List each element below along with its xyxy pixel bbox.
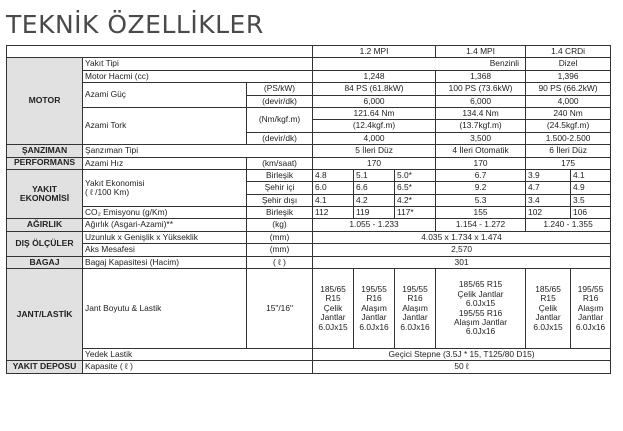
col-header-2: 1.4 MPI xyxy=(436,46,526,58)
tire-spec-3 xyxy=(395,269,436,349)
cell: 4.1 xyxy=(571,169,611,181)
row-yedek xyxy=(7,349,611,361)
tire-spec-2 xyxy=(354,269,395,349)
tire-line: 6.0Jx16 xyxy=(575,321,606,332)
cell: 5.1 xyxy=(354,169,395,181)
tire-line: 6.0Jx16 xyxy=(400,321,430,332)
value-tork-3-line1: 240 Nm xyxy=(553,107,583,118)
cell: 4.7 xyxy=(526,182,571,194)
cell: 6.6 xyxy=(354,182,395,194)
tire-line: Alaşım Jantlar xyxy=(454,316,508,327)
unit-agirlik: (kg) xyxy=(247,219,313,231)
category-yakit-line2: EKONOMİSİ xyxy=(19,193,70,204)
row-guc-1 xyxy=(7,83,611,95)
value-tork-1 xyxy=(313,107,436,119)
label-agirlik: Ağırlık (Asgari-Azami)** xyxy=(83,219,247,231)
unit-sehir-disi: Şehir dışı xyxy=(247,194,313,206)
label-bagaj: Bagaj Kapasitesi (Hacim) xyxy=(83,256,247,268)
cell: 9.2 xyxy=(436,182,526,194)
header-row xyxy=(7,46,611,58)
cell: 4.2* xyxy=(395,194,436,206)
value-bagaj: 301 xyxy=(313,256,611,268)
tire-line: 6.0Jx15 xyxy=(318,321,348,332)
category-motor: MOTOR xyxy=(7,58,83,145)
value-tork-3-line2: (24.5kgf.m) xyxy=(546,120,590,131)
value-hiz-3: 175 xyxy=(526,157,611,169)
value-yedek: Geçici Stepne (3.5J * 15, T125/80 D15) xyxy=(313,349,611,361)
tire-line: Jantlar xyxy=(320,312,346,323)
cell: 6.7 xyxy=(436,169,526,181)
value-sanziman-3: 6 İleri Düz xyxy=(526,145,611,157)
tire-line: Çelik Jantlar xyxy=(457,288,504,299)
row-aks xyxy=(7,244,611,256)
col-header-1: 1.2 MPI xyxy=(313,46,436,58)
tire-line: 185/65 xyxy=(320,284,346,295)
value-tork-3b xyxy=(526,120,611,132)
unit-olcu: (mm) xyxy=(247,231,313,243)
tire-line: Alaşım xyxy=(402,302,428,313)
value-tork-2-line2: (13.7kgf.m) xyxy=(459,120,502,131)
label-motor-hacmi: Motor Hacmi (cc) xyxy=(83,70,313,82)
value-depo: 50 ℓ xyxy=(313,361,611,373)
tire-line: 6.0Jx15 xyxy=(533,321,563,332)
label-jant: Jant Boyutu & Lastik xyxy=(83,269,247,349)
tire-spec-5 xyxy=(526,269,571,349)
unit-guc-2: (devir/dk) xyxy=(247,95,313,107)
col-header-3: 1.4 CRDi xyxy=(526,46,611,58)
value-hiz-2: 170 xyxy=(436,157,526,169)
label-depo: Kapasite ( ℓ ) xyxy=(83,361,313,373)
unit-tork-1: (Nm/kgf.m) xyxy=(247,107,313,132)
value-guc-3: 90 PS (66.2kW) xyxy=(526,83,611,95)
row-yakit-tipi xyxy=(7,58,611,70)
tire-line: 185/65 R15 xyxy=(458,279,503,290)
cell: 6.0 xyxy=(313,182,354,194)
header-blank xyxy=(7,46,313,58)
tire-line: 195/55 xyxy=(361,284,387,295)
value-guc-devir-2: 6,000 xyxy=(436,95,526,107)
row-motor-hacmi xyxy=(7,70,611,82)
cell: 119 xyxy=(354,207,395,219)
category-agirlik: AĞIRLIK xyxy=(7,219,83,231)
category-yakit-deposu: YAKIT DEPOSU xyxy=(7,361,83,373)
value-dizel: Dizel xyxy=(526,58,611,70)
cell: 4.1 xyxy=(313,194,354,206)
value-hiz-1: 170 xyxy=(313,157,436,169)
tire-line: 185/65 xyxy=(535,284,561,295)
cell: 3.4 xyxy=(526,194,571,206)
value-agirlik-1: 1.055 - 1.233 xyxy=(313,219,436,231)
unit-tork-2: (devir/dk) xyxy=(247,132,313,144)
unit-aks: (mm) xyxy=(247,244,313,256)
label-sanziman: Şanzıman Tipi xyxy=(83,145,313,157)
category-sanziman: ŞANZIMAN xyxy=(7,145,83,157)
value-hacim-2: 1,368 xyxy=(436,70,526,82)
row-hiz xyxy=(7,157,611,169)
value-tork-2 xyxy=(436,107,526,119)
tire-line: R16 xyxy=(366,293,382,304)
tire-line: 6.0Jx16 xyxy=(359,321,389,332)
value-hacim-1: 1,248 xyxy=(313,70,436,82)
cell: 106 xyxy=(571,207,611,219)
label-yakit-ekonomi xyxy=(83,169,247,206)
cell: 112 xyxy=(313,207,354,219)
cell: 4.2 xyxy=(354,194,395,206)
category-jant: JANT/LASTİK xyxy=(7,269,83,361)
tire-line: Alaşım xyxy=(577,302,604,313)
label-guc: Azami Güç xyxy=(83,83,247,108)
tire-line: R15 xyxy=(325,293,341,304)
page-title: TEKNİK ÖZELLİKLER xyxy=(6,10,264,39)
value-sanziman-1: 5 İleri Düz xyxy=(313,145,436,157)
row-agirlik xyxy=(7,219,611,231)
value-sanziman-2: 4 İleri Otomatik xyxy=(436,145,526,157)
label-co2: CO₂ Emisyonu (g/Km) xyxy=(83,207,247,219)
value-tork-2b xyxy=(436,120,526,132)
category-yakit xyxy=(7,169,83,219)
tire-line: 6.0Jx15 xyxy=(465,298,496,309)
tire-line: 195/55 R16 xyxy=(458,307,503,318)
tire-spec-1 xyxy=(313,269,354,349)
cell: 102 xyxy=(526,207,571,219)
category-dis-olculer: DIŞ ÖLÇÜLER xyxy=(7,231,83,256)
tire-line: 195/55 xyxy=(577,284,604,295)
tire-line: R15 xyxy=(540,293,556,304)
row-jant xyxy=(7,269,611,349)
value-tork-devir-3: 1.500-2.500 xyxy=(526,132,611,144)
tire-line: R16 xyxy=(582,293,599,304)
tire-line: Jantlar xyxy=(361,312,387,323)
label-aks: Aks Mesafesi xyxy=(83,244,247,256)
cell: 6.5* xyxy=(395,182,436,194)
value-tork-3 xyxy=(526,107,611,119)
unit-guc-1: (PS/kW) xyxy=(247,83,313,95)
row-tork-1 xyxy=(7,107,611,119)
row-depo xyxy=(7,361,611,373)
row-co2 xyxy=(7,207,611,219)
cell: 4.9 xyxy=(571,182,611,194)
label-hiz: Azami Hız xyxy=(83,157,247,169)
cell: 117* xyxy=(395,207,436,219)
tire-spec-4 xyxy=(436,269,526,349)
tire-line: R16 xyxy=(407,293,423,304)
row-sanziman xyxy=(7,145,611,157)
cell: 155 xyxy=(436,207,526,219)
category-bagaj: BAGAJ xyxy=(7,256,83,268)
value-guc-2: 100 PS (73.6kW) xyxy=(436,83,526,95)
value-tork-1-line2: (12.4kgf.m) xyxy=(352,120,396,131)
label-yakit-ekonomi-line1: Yakıt Ekonomisi xyxy=(85,177,145,188)
tire-line: Jantlar xyxy=(577,312,604,323)
value-tork-1b xyxy=(313,120,436,132)
label-olcu: Uzunluk x Genişlik x Yükseklik xyxy=(83,231,247,243)
tire-line: Alaşım xyxy=(361,302,387,313)
value-tork-devir-1: 4,000 xyxy=(313,132,436,144)
tire-line: 195/55 xyxy=(402,284,428,295)
tire-line: Çelik xyxy=(538,302,558,313)
label-yakit-tipi: Yakıt Tipi xyxy=(83,58,313,70)
category-yakit-line1: YAKIT xyxy=(32,183,57,194)
tire-line: Çelik xyxy=(323,302,343,313)
value-hacim-3: 1,396 xyxy=(526,70,611,82)
value-aks: 2,570 xyxy=(313,244,611,256)
value-agirlik-2: 1.154 - 1.272 xyxy=(436,219,526,231)
value-agirlik-3: 1.240 - 1.355 xyxy=(526,219,611,231)
cell: 5.0* xyxy=(395,169,436,181)
value-benzinli: Benzinli xyxy=(313,58,526,70)
unit-bagaj: ( ℓ ) xyxy=(247,256,313,268)
value-tork-1-line1: 121.64 Nm xyxy=(353,107,395,118)
value-tork-devir-2: 3,500 xyxy=(436,132,526,144)
row-olcu xyxy=(7,231,611,243)
value-tork-2-line1: 134.4 Nm xyxy=(462,107,499,118)
unit-jant: 15"/16" xyxy=(247,269,313,349)
value-guc-devir-1: 6,000 xyxy=(313,95,436,107)
row-birlesik xyxy=(7,169,611,181)
value-guc-devir-3: 4,000 xyxy=(526,95,611,107)
cell: 4.8 xyxy=(313,169,354,181)
unit-birlesik: Birleşik xyxy=(247,169,313,181)
unit-co2: Birleşik xyxy=(247,207,313,219)
spec-table xyxy=(6,45,611,374)
label-tork: Azami Tork xyxy=(83,107,247,144)
cell: 3.9 xyxy=(526,169,571,181)
cell: 5.3 xyxy=(436,194,526,206)
tire-line: 6.0Jx16 xyxy=(465,326,496,337)
value-olcu: 4.035 x 1.734 x 1.474 xyxy=(313,231,611,243)
row-bagaj xyxy=(7,256,611,268)
cell: 3.5 xyxy=(571,194,611,206)
unit-sehir-ici: Şehir içi xyxy=(247,182,313,194)
unit-hiz: (km/saat) xyxy=(247,157,313,169)
label-yakit-ekonomi-line2: ( ℓ /100 Km) xyxy=(85,186,130,197)
tire-spec-6 xyxy=(571,269,611,349)
tire-line: Jantlar xyxy=(535,312,561,323)
value-guc-1: 84 PS (61.8kW) xyxy=(313,83,436,95)
tire-line: Jantlar xyxy=(402,312,428,323)
label-yedek: Yedek Lastik xyxy=(83,349,313,361)
category-performans: PERFORMANS xyxy=(7,157,83,169)
